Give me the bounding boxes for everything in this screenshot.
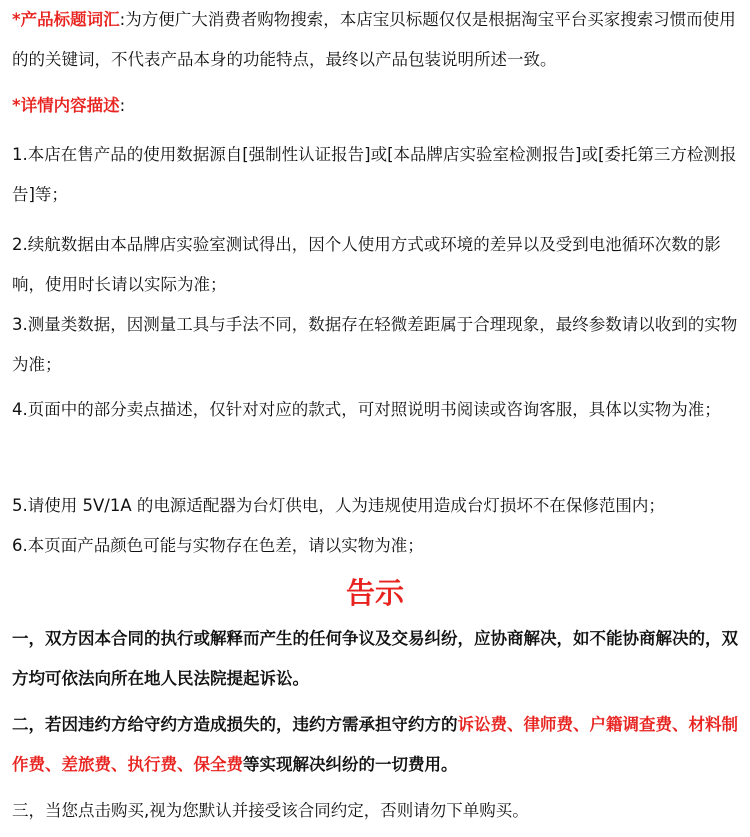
detail-item-3: 3.测量类数据，因测量工具与手法不同，数据存在轻微差距属于合理现象，最终参数请以收到的实物为准； bbox=[12, 315, 738, 374]
detail-label: *详情内容描述 bbox=[12, 96, 120, 115]
notice-clause-3: 三，当您点击购买,视为您默认并接受该合同约定，否则请勿下单购买。 bbox=[12, 801, 529, 820]
detail-item-1: 1.本店在售产品的使用数据源自[强制性认证报告]或[本品牌店实验室检测报告]或[委托第三方检测报告]等； bbox=[12, 145, 737, 204]
detail-item-6: 6.本页面产品颜色可能与实物存在色差，请以实物为准； bbox=[12, 536, 424, 555]
keyword-text: :为方便广大消费者购物搜索，本店宝贝标题仅仅是根据淘宝平台买家搜索习惯而使用的的关键词，不代表产品本身的功能特点，最终以产品包装说明所述一致。 bbox=[12, 10, 736, 69]
detail-colon: : bbox=[119, 96, 126, 115]
clause-2-suffix: 等实现解决纠纷的一切费用。 bbox=[243, 755, 458, 774]
detail-item-5: 5.请使用 5V/1A 的电源适配器为台灯供电，人为违规使用造成台灯损坏不在保修范围内； bbox=[12, 496, 665, 515]
detail-item-4: 4.页面中的部分卖点描述，仅针对对应的款式，可对照说明书阅读或咨询客服，具体以实物为准； bbox=[12, 400, 721, 419]
keyword-disclaimer bbox=[0, 0, 750, 80]
detail-item-2: 2.续航数据由本品牌店实验室测试得出，因个人使用方式或环境的差异以及受到电池循环次数的影响，使用时长请以实际为准； bbox=[12, 235, 721, 294]
notice-clause-2 bbox=[0, 705, 750, 785]
keyword-label: *产品标题词汇 bbox=[12, 10, 120, 29]
clause-2-prefix: 二，若因违约方给守约方造成损失的，违约方需承担守约方的 bbox=[12, 715, 458, 734]
detail-heading bbox=[0, 86, 750, 126]
notice-clause-1: 一，双方因本合同的执行或解释而产生的任何争议及交易纠纷，应协商解决，如不能协商解决的，双方均可依法向所在地人民法院提起诉讼。 bbox=[12, 629, 738, 688]
notice-title: 告示 bbox=[345, 576, 404, 610]
clause-2-fees: 诉讼费、律师费、户籍调查费、材料制作费、差旅费、执行费、保全费 bbox=[12, 715, 738, 774]
